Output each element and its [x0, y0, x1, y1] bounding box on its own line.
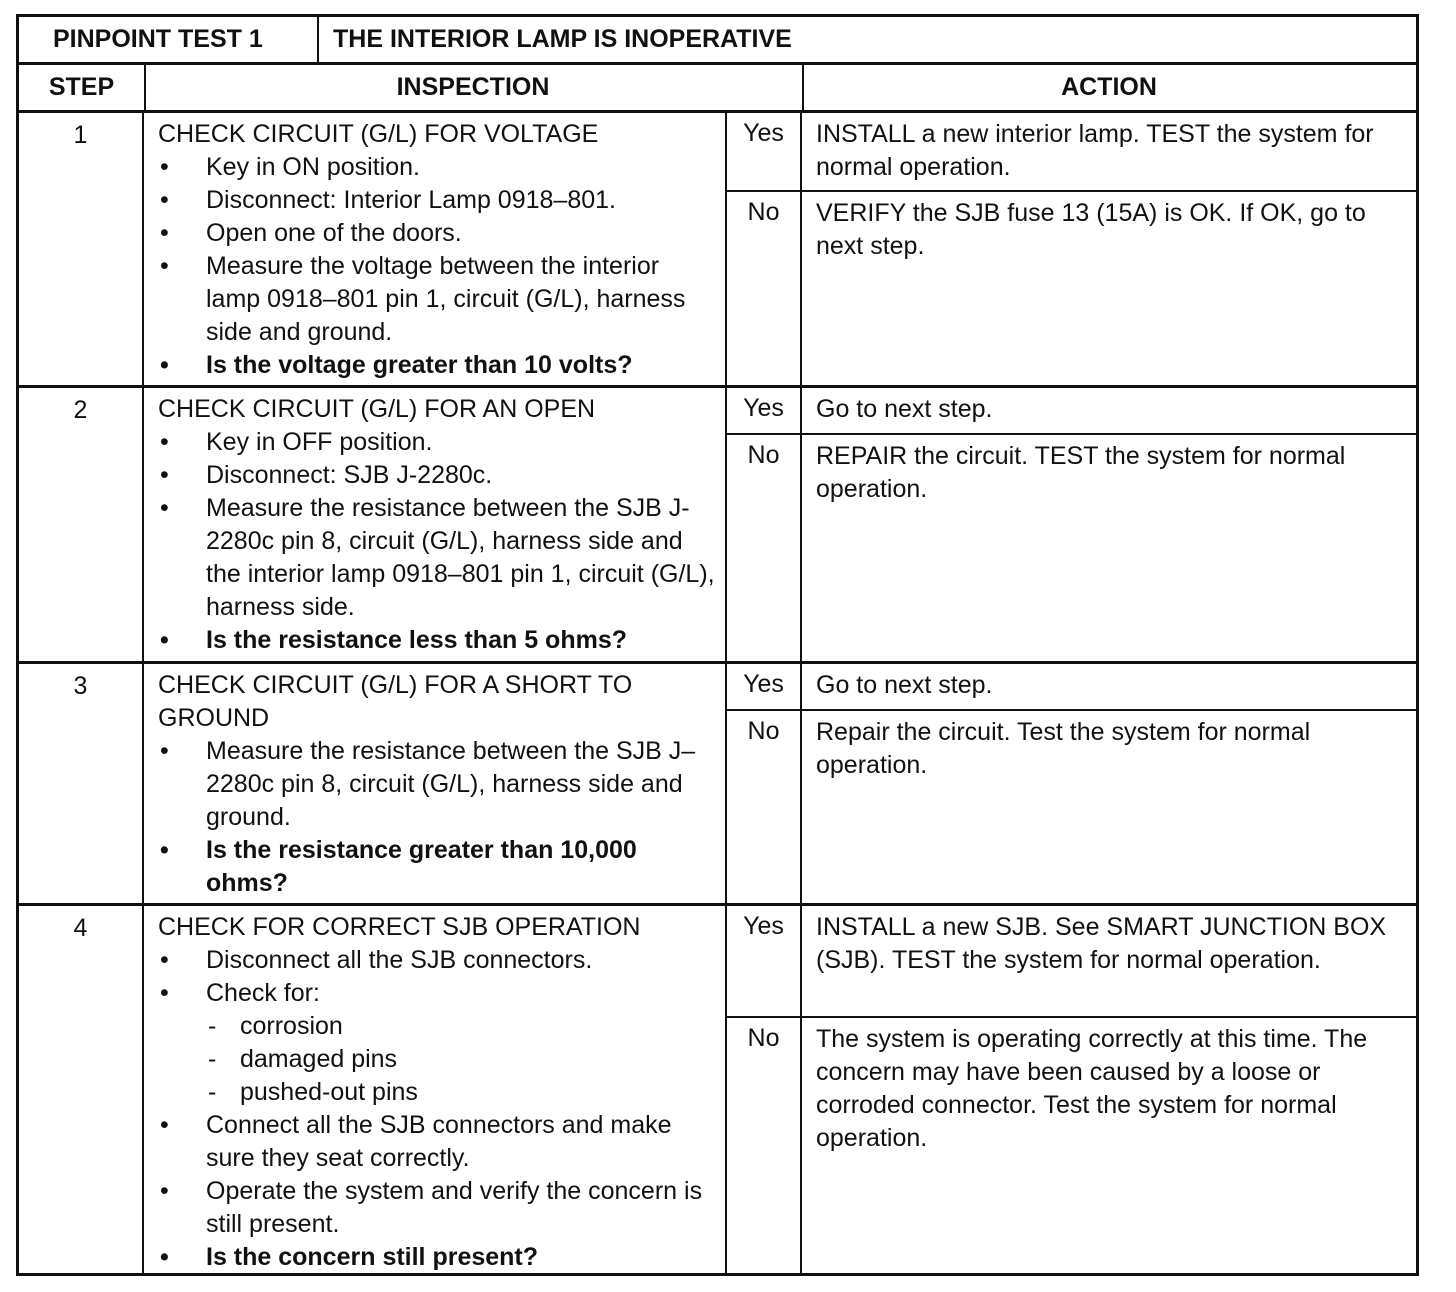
- step-row-4: [19, 906, 1416, 1273]
- no-action: The system is operating correctly at this time. The concern may have been caused by a loose or corroded connector. Test the system for normal operation.: [816, 1025, 1368, 1152]
- yes-response: [727, 664, 1416, 711]
- sub-item: - pushed-out pins: [158, 1076, 715, 1109]
- yes-action: INSTALL a new interior lamp. TEST the system for normal operation.: [816, 120, 1374, 181]
- yes-label: Yes: [727, 388, 802, 433]
- inspection-bullet: • Key in ON position.: [158, 151, 715, 184]
- no-action: VERIFY the SJB fuse 13 (15A) is OK. If OK, go to next step.: [816, 199, 1366, 260]
- yes-response: [727, 388, 1416, 435]
- test-description: THE INTERIOR LAMP IS INOPERATIVE: [333, 25, 792, 53]
- inspection-heading: CHECK CIRCUIT (G/L) FOR AN OPEN: [158, 395, 596, 423]
- header-step: STEP: [19, 65, 146, 110]
- yes-response: [727, 113, 1416, 192]
- no-action: Repair the circuit. Test the system for normal operation.: [816, 718, 1311, 779]
- inspection-question: • Is the resistance less than 5 ohms?: [158, 624, 715, 657]
- yes-action: INSTALL a new SJB. See SMART JUNCTION BOX (SJB). TEST the system for normal operation.: [816, 913, 1387, 974]
- no-response: [727, 192, 1416, 385]
- inspection-heading: CHECK CIRCUIT (G/L) FOR VOLTAGE: [158, 120, 599, 148]
- sub-item: - corrosion: [158, 1010, 715, 1043]
- response-cell: [727, 388, 1416, 661]
- step-number: 2: [19, 388, 144, 661]
- sub-item: - damaged pins: [158, 1043, 715, 1076]
- no-response: [727, 711, 1416, 903]
- step-row-2: [19, 388, 1416, 664]
- inspection-bullet: • Operate the system and verify the concern is still present.: [158, 1175, 715, 1241]
- no-label: No: [727, 711, 802, 903]
- step-number: 4: [19, 906, 144, 1273]
- inspection-heading: CHECK FOR CORRECT SJB OPERATION: [158, 913, 641, 941]
- inspection-question: • Is the voltage greater than 10 volts?: [158, 349, 715, 382]
- yes-action: Go to next step.: [816, 395, 993, 423]
- step-row-3: [19, 664, 1416, 906]
- inspection-bullet: • Disconnect: Interior Lamp 0918–801.: [158, 184, 715, 217]
- title-row: [19, 17, 1416, 65]
- step-row-1: [19, 113, 1416, 388]
- yes-response: [727, 906, 1416, 1018]
- no-response: [727, 1018, 1416, 1273]
- inspection-bullet: • Measure the resistance between the SJB J-2280c pin 8, circuit (G/L), harness side and the interior lamp 0918–801 pin 1, circuit (G/L), harness side.: [158, 492, 715, 624]
- pinpoint-test-table: [16, 14, 1419, 1276]
- response-cell: [727, 906, 1416, 1273]
- yes-action: Go to next step.: [816, 671, 993, 699]
- yes-label: Yes: [727, 113, 802, 190]
- inspection-bullet: • Disconnect all the SJB connectors.: [158, 944, 715, 977]
- no-label: No: [727, 1018, 802, 1273]
- inspection-cell: [144, 388, 727, 661]
- no-label: No: [727, 192, 802, 385]
- inspection-bullet: • Connect all the SJB connectors and make sure they seat correctly.: [158, 1109, 715, 1175]
- yes-label: Yes: [727, 906, 802, 1016]
- inspection-question: • Is the concern still present?: [158, 1241, 715, 1274]
- inspection-bullet: • Measure the resistance between the SJB J–2280c pin 8, circuit (G/L), harness side and ground.: [158, 735, 715, 834]
- no-label: No: [727, 435, 802, 661]
- inspection-bullet: • Key in OFF position.: [158, 426, 715, 459]
- header-inspection: INSPECTION: [144, 65, 804, 110]
- step-number: 1: [19, 113, 144, 385]
- inspection-heading: CHECK CIRCUIT (G/L) FOR A SHORT TO GROUND: [158, 671, 633, 732]
- yes-label: Yes: [727, 664, 802, 709]
- response-cell: [727, 664, 1416, 903]
- inspection-question: • Is the resistance greater than 10,000 ohms?: [158, 834, 715, 900]
- inspection-bullet: • Check for:: [158, 977, 715, 1010]
- response-cell: [727, 113, 1416, 385]
- header-action: ACTION: [1061, 73, 1157, 101]
- inspection-cell: [144, 664, 727, 903]
- no-response: [727, 435, 1416, 661]
- inspection-bullet: • Open one of the doors.: [158, 217, 715, 250]
- column-header-row: [19, 65, 1416, 113]
- inspection-cell: [144, 113, 727, 385]
- step-number: 3: [19, 664, 144, 903]
- inspection-cell: [144, 906, 727, 1273]
- no-action: REPAIR the circuit. TEST the system for normal operation.: [816, 442, 1346, 503]
- test-label: PINPOINT TEST 1: [19, 17, 319, 62]
- inspection-bullet: • Disconnect: SJB J-2280c.: [158, 459, 715, 492]
- inspection-bullet: • Measure the voltage between the interior lamp 0918–801 pin 1, circuit (G/L), harness side and ground.: [158, 250, 715, 349]
